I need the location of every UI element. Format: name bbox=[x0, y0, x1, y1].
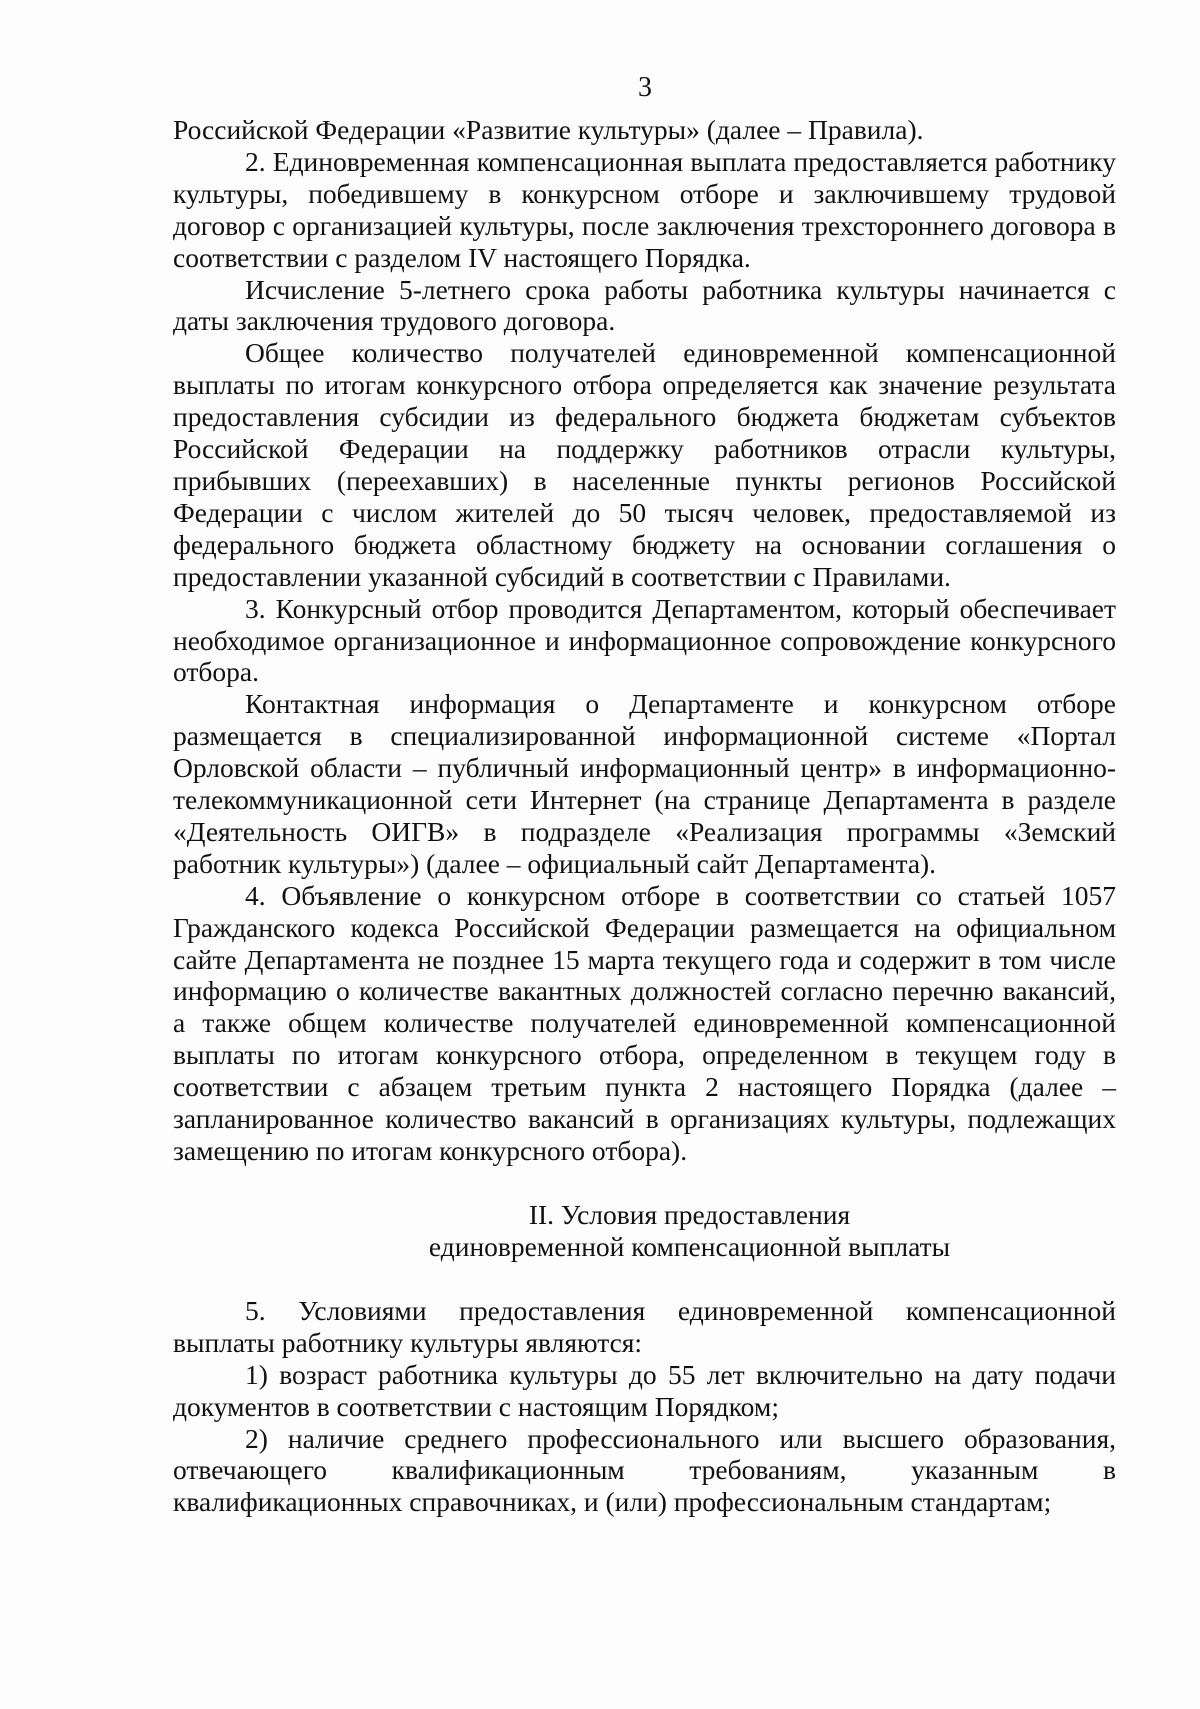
paragraph-item-3: 3. Конкурсный отбор проводится Департаментом, который обеспечивает необходимое организационное и информационное сопровождение конкурсного отбора. bbox=[173, 592, 1116, 688]
paragraph-item-5: 5. Условиями предоставления единовременной компенсационной выплаты работнику культуры являются: bbox=[173, 1294, 1116, 1358]
paragraph-recipients-count: Общее количество получателей единовременной компенсационной выплаты по итогам конкурсного отбора определяется как значение результата предоставления субсидии из федерального бюджета бюджетам субъектов Российской Федерации на поддержку работников отрасли культуры, прибывших (переехавших) в населенные пункты регионов Российской Федерации с числом жителей до 50 тысяч человек, предоставляемой из федерального бюджета областному бюджету на основании соглашения о предоставлении указанной субсидий в соответствии с Правилами. bbox=[173, 337, 1116, 592]
paragraph-condition-1: 1) возраст работника культуры до 55 лет включительно на дату подачи документов в соответствии с настоящим Порядком; bbox=[173, 1358, 1116, 1422]
document-body bbox=[173, 114, 1116, 1518]
page-number: 3 bbox=[638, 72, 652, 103]
paragraph-condition-2: 2) наличие среднего профессионального или высшего образования, отвечающего квалификационным требованиям, указанным в квалификационных справочниках, и (или) профессиональным стандартам; bbox=[173, 1422, 1116, 1518]
paragraph-term-calculation: Исчисление 5-летнего срока работы работника культуры начинается с даты заключения трудового договора. bbox=[173, 273, 1116, 337]
section-heading bbox=[173, 1199, 1116, 1263]
section-heading-line-1: II. Условия предоставления bbox=[528, 1198, 851, 1230]
section-heading-line-2: единовременной компенсационной выплаты bbox=[428, 1230, 951, 1262]
paragraph-continuation: Российской Федерации «Развитие культуры» (далее – Правила). bbox=[173, 114, 924, 145]
paragraph-item-4: 4. Объявление о конкурсном отборе в соответствии со статьей 1057 Гражданского кодекса Российской Федерации размещается на официальном сайте Департамента не позднее 15 марта текущего года и содержит в том числе информацию о количестве вакантных должностей согласно перечню вакансий, а также общем количестве получателей единовременной компенсационной выплаты по итогам конкурсного отбора, определенном в текущем году в соответствии с абзацем третьим пункта 2 настоящего Порядка (далее – запланированное количество вакансий в организациях культуры, подлежащих замещению по итогам конкурсного отбора). bbox=[173, 879, 1116, 1166]
paragraph-item-2: 2. Единовременная компенсационная выплата предоставляется работнику культуры, победившему в конкурсном отборе и заключившему трудовой договор с организацией культуры, после заключения трехстороннего договора в соответствии с разделом IV настоящего Порядка. bbox=[173, 145, 1116, 273]
paragraph-contact-info: Контактная информация о Департаменте и конкурсном отборе размещается в специализированной информационной системе «Портал Орловской области – публичный информационный центр» в информационно-телекоммуникационной сети Интернет (на странице Департамента в разделе «Деятельность ОИГВ» в подразделе «Реализация программы «Земский работник культуры») (далее – официальный сайт Департамента). bbox=[173, 688, 1116, 879]
